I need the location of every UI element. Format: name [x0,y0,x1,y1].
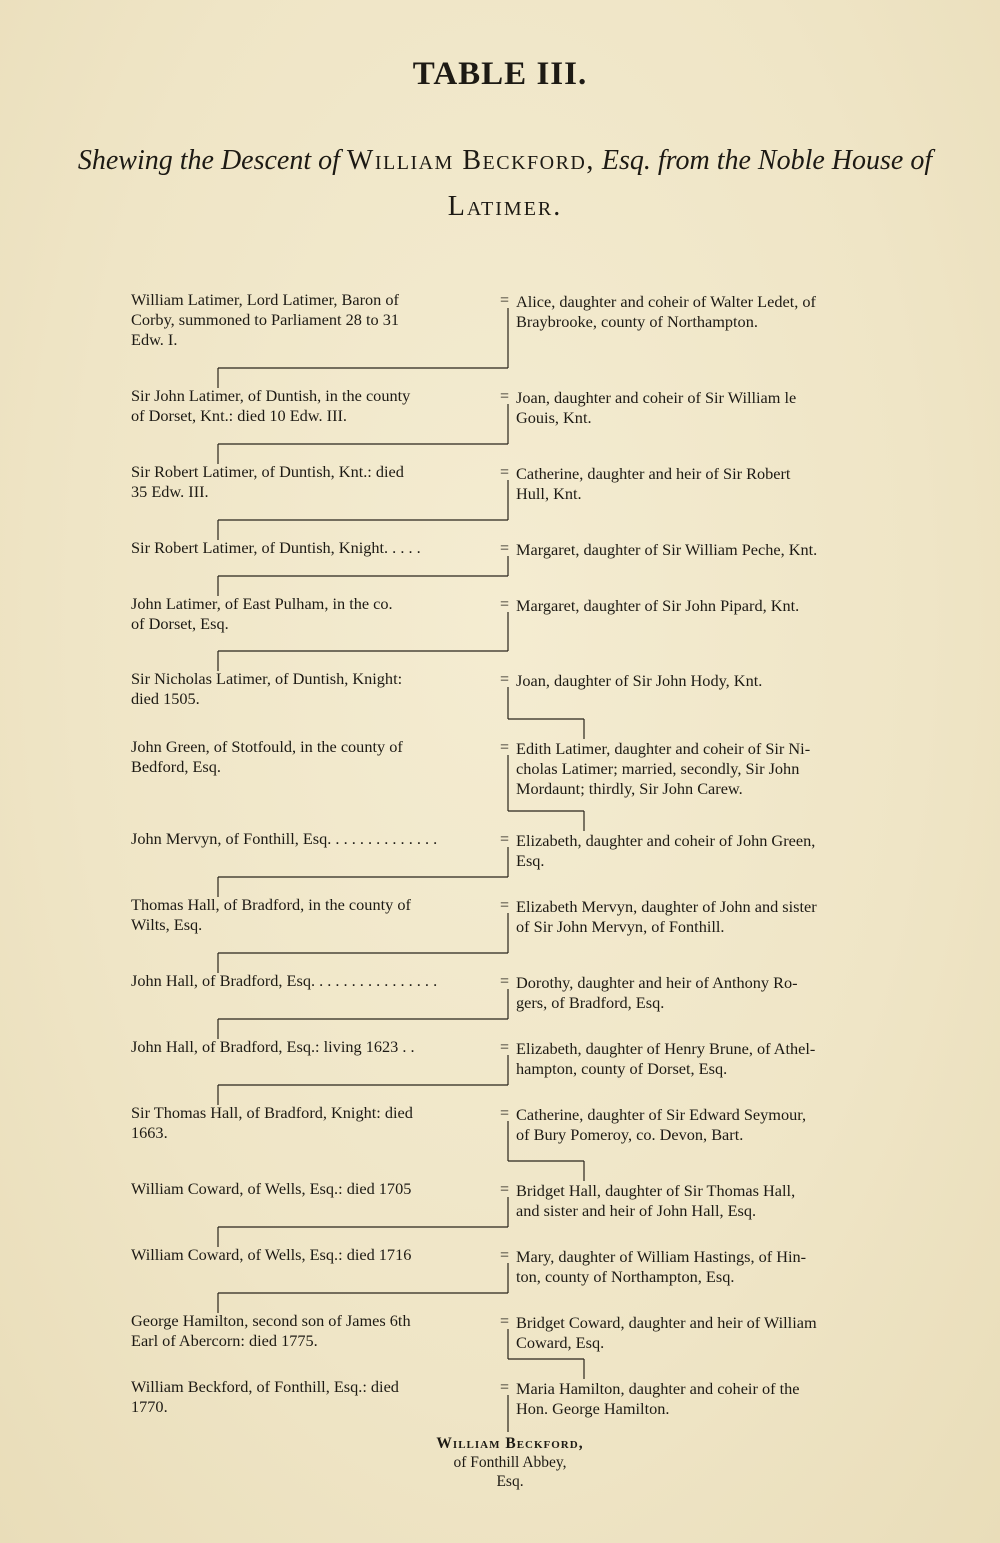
wife-cell-line: Maria Hamilton, daughter and coheir of the [516,1379,800,1398]
marriage-sign: = [500,1379,510,1396]
marriage-sign: = [500,1181,510,1198]
wife-cell [516,897,888,937]
wife-cell [516,1247,888,1287]
husband-cell [131,1103,499,1143]
husband-cell-line: of Dorset, Knt.: died 10 Edw. III. [131,406,347,425]
husband-cell-line: William Coward, of Wells, Esq.: died 1716 [131,1245,412,1264]
husband-cell-line: William Coward, of Wells, Esq.: died 1705 [131,1179,412,1198]
husband-cell [131,1311,499,1351]
husband-cell [131,386,499,426]
wife-cell [516,739,888,799]
marriage-sign: = [500,388,510,405]
husband-cell-line: William Beckford, of Fonthill, Esq.: died [131,1377,399,1396]
husband-cell [131,594,499,634]
marriage-sign: = [500,540,510,557]
marriage-sign: = [500,1247,510,1264]
subtitle-house: Latimer. [447,191,563,222]
marriage-sign: = [500,671,510,688]
husband-cell-line: John Mervyn, of Fonthill, Esq. . . . . . . . . . . . . . [131,829,438,848]
wife-cell-line: cholas Latimer; married, secondly, Sir John [516,759,800,778]
husband-cell-line: Thomas Hall, of Bradford, in the county of [131,895,411,914]
wife-cell-line: Joan, daughter of Sir John Hody, Knt. [516,671,763,690]
wife-cell-line: Joan, daughter and coheir of Sir William le [516,388,797,407]
husband-cell-line: Sir Robert Latimer, of Duntish, Knt.: died [131,462,404,481]
husband-cell-line: 1770. [131,1397,168,1416]
wife-cell-line: Alice, daughter and coheir of Walter Ledet, of [516,292,816,311]
marriage-sign: = [500,1313,510,1330]
husband-cell [131,462,499,502]
wife-cell-line: Catherine, daughter of Sir Edward Seymour, [516,1105,807,1124]
table-title: TABLE III. [412,56,588,92]
marriage-sign: = [500,292,510,309]
subtitle-italic-2: Esq. from the Noble House of [601,145,933,176]
wife-cell-line: Hon. George Hamilton. [516,1399,670,1418]
husband-cell-line: Sir Robert Latimer, of Duntish, Knight. . . . . [131,538,421,557]
husband-cell [131,1037,499,1057]
husband-cell [131,669,499,709]
husband-cell-line: Earl of Abercorn: died 1775. [131,1331,318,1350]
wife-cell [516,831,888,871]
wife-cell [516,596,888,616]
husband-cell [131,737,499,777]
wife-cell [516,540,888,560]
husband-cell-line: Sir John Latimer, of Duntish, in the county [131,386,411,405]
husband-cell-line: Edw. I. [131,330,178,349]
subtitle-name: William Beckford, [346,145,595,176]
husband-cell-line: Wilts, Esq. [131,915,203,934]
wife-cell-line: of Sir John Mervyn, of Fonthill. [516,917,725,936]
subtitle-italic-1: Shewing the Descent of [77,145,340,176]
final-heir [400,1434,620,1491]
wife-cell-line: Dorothy, daughter and heir of Anthony Ro- [516,973,798,992]
wife-cell-line: hampton, county of Dorset, Esq. [516,1059,728,1078]
husband-cell-line: Corby, summoned to Parliament 28 to 31 [131,310,400,329]
husband-cell [131,971,499,991]
marriage-sign: = [500,739,510,756]
wife-cell [516,1313,888,1353]
wife-cell-line: Gouis, Knt. [516,408,592,427]
husband-cell-line: of Dorset, Esq. [131,614,229,633]
husband-cell [131,1377,499,1417]
husband-cell [131,1179,499,1199]
wife-cell [516,292,888,332]
husband-cell-line: Bedford, Esq. [131,757,221,776]
husband-cell-line: John Hall, of Bradford, Esq.: living 1623 . . [131,1037,415,1056]
wife-cell-line: Esq. [516,851,545,870]
final-heir-line2: of Fonthill Abbey, [453,1454,567,1471]
husband-cell [131,538,499,558]
husband-cell-line: William Latimer, Lord Latimer, Baron of [131,290,399,309]
wife-cell [516,464,888,504]
husband-cell-line: Sir Nicholas Latimer, of Duntish, Knight: [131,669,403,688]
husband-cell [131,1245,499,1265]
wife-cell-line: Braybrooke, county of Northampton. [516,312,758,331]
wife-cell-line: gers, of Bradford, Esq. [516,993,665,1012]
wife-cell-line: Elizabeth, daughter of Henry Brune, of Athel- [516,1039,816,1058]
wife-cell [516,388,888,428]
husband-cell-line: 1663. [131,1123,168,1142]
wife-cell-line: Elizabeth Mervyn, daughter of John and sister [516,897,817,916]
wife-cell-line: of Bury Pomeroy, co. Devon, Bart. [516,1125,744,1144]
wife-cell-line: and sister and heir of John Hall, Esq. [516,1201,757,1220]
husband-cell-line: John Latimer, of East Pulham, in the co. [131,594,393,613]
husband-cell [131,290,499,350]
wife-cell-line: Mary, daughter of William Hastings, of Hin- [516,1247,807,1266]
wife-cell-line: Catherine, daughter and heir of Sir Robert [516,464,791,483]
husband-cell-line: George Hamilton, second son of James 6th [131,1311,411,1330]
husband-cell-line: died 1505. [131,689,200,708]
wife-cell-line: Coward, Esq. [516,1333,605,1352]
husband-cell-line: John Hall, of Bradford, Esq. . . . . . . . . . . . . . . . [131,971,438,990]
marriage-sign: = [500,831,510,848]
marriage-sign: = [500,973,510,990]
wife-cell-line: Hull, Knt. [516,484,582,503]
final-heir-line3: Esq. [496,1473,524,1490]
final-heir-name: William Beckford, [436,1435,584,1452]
husband-cell-line: Sir Thomas Hall, of Bradford, Knight: died [131,1103,413,1122]
wife-cell-line: Mordaunt; thirdly, Sir John Carew. [516,779,743,798]
wife-cell [516,1379,888,1419]
wife-cell [516,1039,888,1079]
wife-cell-line: Elizabeth, daughter and coheir of John Green, [516,831,816,850]
wife-cell [516,1181,888,1221]
wife-cell-line: Margaret, daughter of Sir William Peche, Knt. [516,540,818,559]
wife-cell [516,973,888,1013]
wife-cell-line: Edith Latimer, daughter and coheir of Sir Ni- [516,739,811,758]
husband-cell-line: John Green, of Stotfould, in the county of [131,737,403,756]
husband-cell [131,829,499,849]
marriage-sign: = [500,464,510,481]
wife-cell-line: Margaret, daughter of Sir John Pipard, Knt. [516,596,800,615]
wife-cell [516,1105,888,1145]
marriage-sign: = [500,596,510,613]
wife-cell-line: Bridget Coward, daughter and heir of William [516,1313,817,1332]
marriage-sign: = [500,1105,510,1122]
husband-cell-line: 35 Edw. III. [131,482,209,501]
marriage-sign: = [500,897,510,914]
wife-cell-line: Bridget Hall, daughter of Sir Thomas Hall, [516,1181,796,1200]
wife-cell-line: ton, county of Northampton, Esq. [516,1267,735,1286]
marriage-sign: = [500,1039,510,1056]
husband-cell [131,895,499,935]
wife-cell [516,671,888,691]
